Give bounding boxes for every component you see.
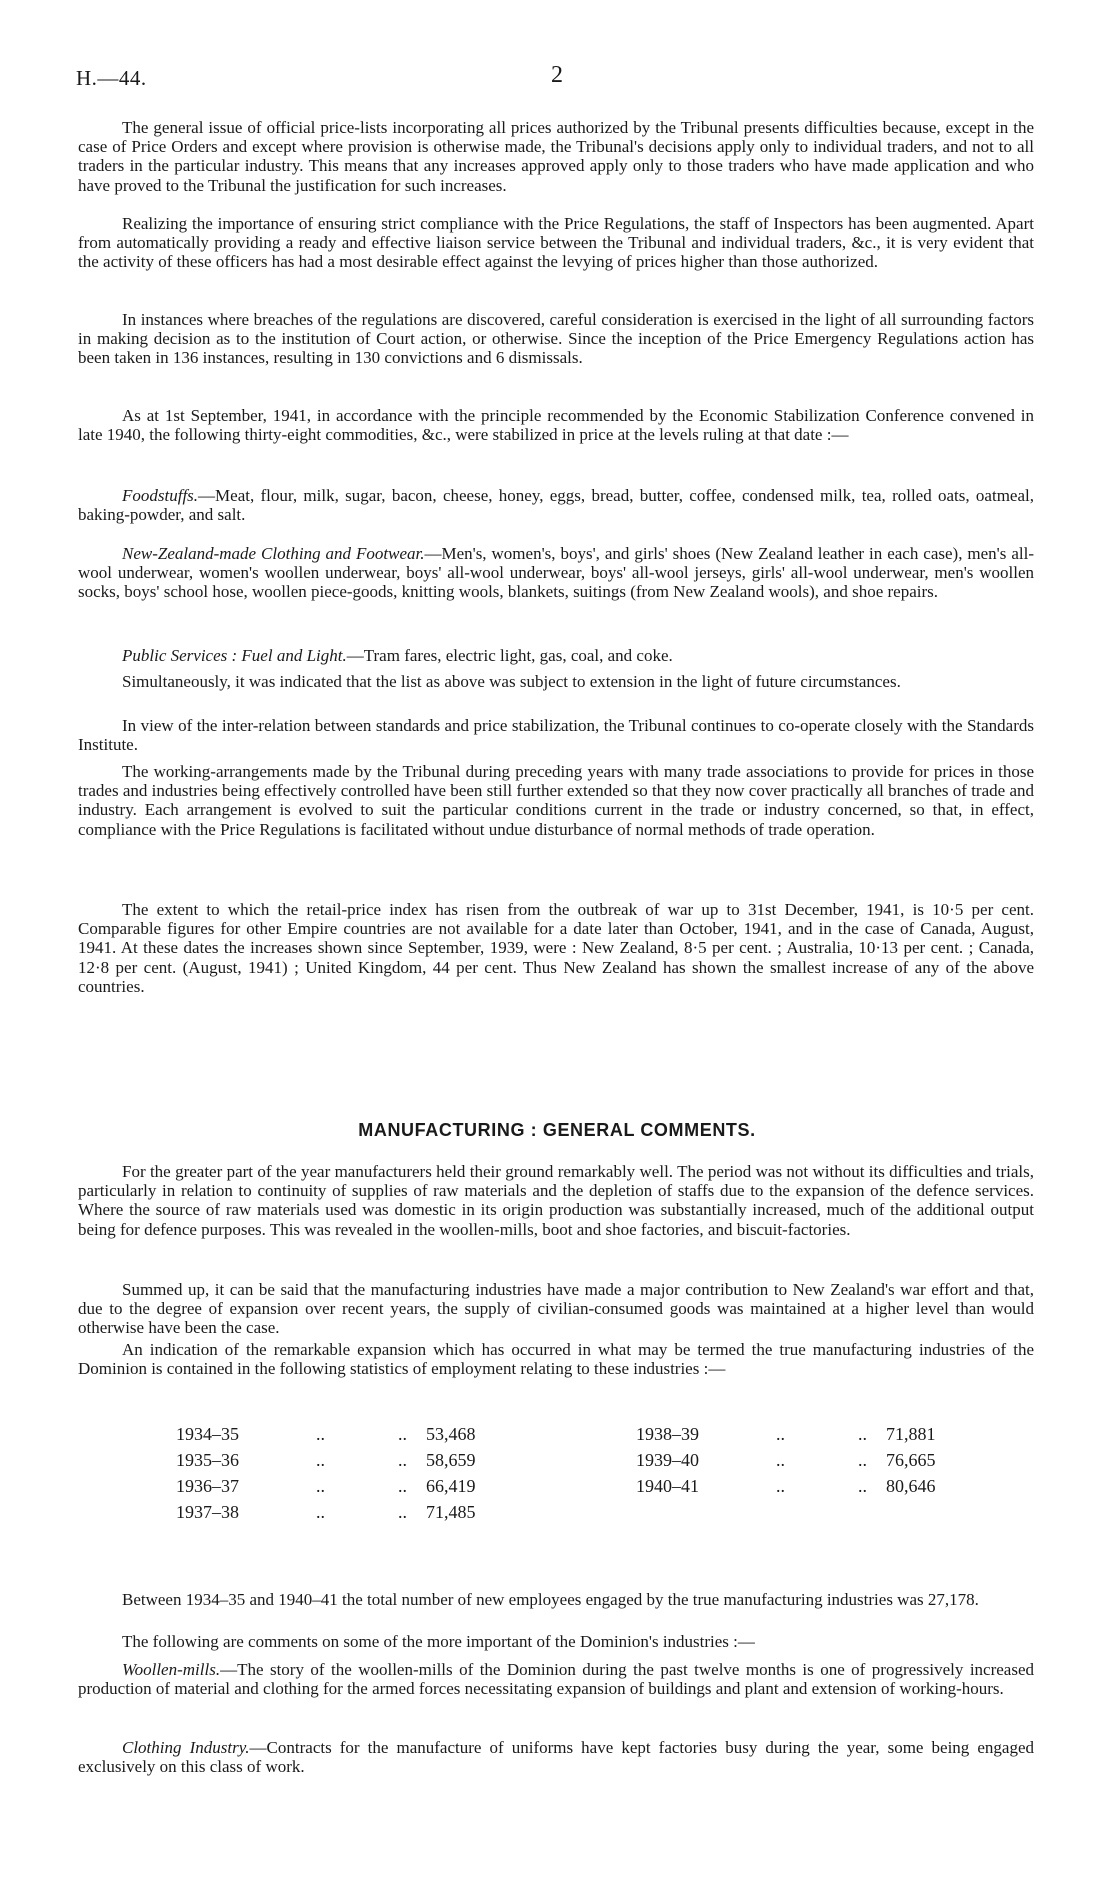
- paragraph-clothing-industry: Clothing Industry.—Contracts for the manufacture of uniforms have kept factories busy during the year, some being engaged exclusively on this class of work.: [78, 1738, 1034, 1777]
- paragraph-manufacturers: For the greater part of the year manufacturers held their ground remarkably well. The period was not without its difficulties and trials, particularly in relation to continuity of supplies of raw materials and the depletion of staffs due to the expansion of the defence services. Where the source of raw materials used was domestic in its origin production was substantially increased, much of the additional output being for defence purposes. This was revealed in the woollen-mills, boot and shoe factories, and biscuit-factories.: [78, 1162, 1034, 1239]
- paragraph-following-comments: The following are comments on some of the more important of the Dominion's industries :—: [122, 1632, 755, 1651]
- section-heading: MANUFACTURING : GENERAL COMMENTS.: [358, 1120, 756, 1140]
- stat-year: 1937–38: [176, 1502, 239, 1522]
- paragraph-stabilization: As at 1st September, 1941, in accordance with the principle recommended by the Economic Stabilization Conference convened in late 1940, the following thirty-eight commodities, &c., were stabilized in price at the levels ruling at that date :—: [78, 406, 1034, 445]
- paragraph-woollen-mills: Woollen-mills.—The story of the woollen-mills of the Dominion during the past twelve months is one of progressively increased production of material and clothing for the armed forces necessitating expansion of buildings and plant and extension of working-hours.: [78, 1660, 1034, 1699]
- page-number: 2: [551, 62, 563, 88]
- stat-leader: ..: [858, 1476, 867, 1496]
- stat-leader: ..: [398, 1502, 407, 1522]
- stat-leader: ..: [316, 1502, 325, 1522]
- stat-leader: ..: [858, 1424, 867, 1444]
- stat-leader: ..: [776, 1424, 785, 1444]
- stat-leader: ..: [316, 1424, 325, 1444]
- stat-year: 1940–41: [636, 1476, 699, 1496]
- paragraph-price-lists: The general issue of official price-lists incorporating all prices authorized by the Tribunal presents difficulties because, except in the case of Price Orders and except where provision is otherwise made, the Tribunal's decisions apply only to individual traders, and not to all traders in the particular industry. This means that any increases approved apply only to those traders who have made application and who have proved to the Tribunal the justification for such increases.: [78, 118, 1034, 195]
- paragraph-inspectors: Realizing the importance of ensuring strict compliance with the Price Regulations, the staff of Inspectors has been augmented. Apart from automatically providing a ready and effective liaison service between the Tribunal and individual traders, &c., it is very evident that the activity of these officers has had a most desirable effect against the levying of prices higher than those authorized.: [78, 214, 1034, 272]
- paragraph-simultaneously: Simultaneously, it was indicated that the list as above was subject to extension in the light of future circumstances.: [122, 672, 901, 691]
- stat-leader: ..: [316, 1450, 325, 1470]
- stat-leader: ..: [858, 1450, 867, 1470]
- stat-value: 58,659: [426, 1450, 476, 1470]
- stat-value: 71,485: [426, 1502, 476, 1522]
- stat-value: 76,665: [886, 1450, 936, 1470]
- stat-leader: ..: [776, 1450, 785, 1470]
- stat-leader: ..: [398, 1424, 407, 1444]
- paragraph-expansion-indication: An indication of the remarkable expansion which has occurred in what may be termed the true manufacturing industries of the Dominion is contained in the following statistics of employment relating to these industries :—: [78, 1340, 1034, 1379]
- stat-year: 1939–40: [636, 1450, 699, 1470]
- document-id: H.—44.: [76, 66, 147, 90]
- stat-value: 80,646: [886, 1476, 936, 1496]
- stat-year: 1938–39: [636, 1424, 699, 1444]
- paragraph-foodstuffs: Foodstuffs.—Meat, flour, milk, sugar, bacon, cheese, honey, eggs, bread, butter, coffee, condensed milk, tea, rolled oats, oatmeal, baking-powder, and salt.: [78, 486, 1034, 525]
- page-header: [76, 62, 1038, 100]
- paragraph-clothing-footwear: New-Zealand-made Clothing and Footwear.—Men's, women's, boys', and girls' shoes (New Zealand leather in each case), men's all-wool underwear, women's woollen underwear, boys' all-wool underwear, boys' all-wool jerseys, girls' all-wool underwear, men's woollen socks, boys' school hose, woollen piece-goods, knitting wools, blankets, suitings (from New Zealand wools), and shoe repairs.: [78, 544, 1034, 602]
- stat-year: 1936–37: [176, 1476, 239, 1496]
- stat-year: 1935–36: [176, 1450, 239, 1470]
- paragraph-retail-price-index: The extent to which the retail-price index has risen from the outbreak of war up to 31st December, 1941, is 10·5 per cent. Comparable figures for other Empire countries are not available for a date later than October, 1941, and in the case of Canada, August, 1941. At these dates the increases shown since September, 1939, were : New Zealand, 8·5 per cent. ; Australia, 10·13 per cent. ; Canada, 12·8 per cent. (August, 1941) ; United Kingdom, 44 per cent. Thus New Zealand has shown the smallest increase of any of the above countries.: [78, 900, 1034, 996]
- paragraph-working-arrangements: The working-arrangements made by the Tribunal during preceding years with many trade associations to provide for prices in those trades and industries being effectively controlled have been still further extended so that they now cover practically all branches of trade and industry. Each arrangement is evolved to suit the particular conditions current in the trade or industry concerned, so that, in effect, compliance with the Price Regulations is facilitated without undue disturbance of normal methods of trade operation.: [78, 762, 1034, 839]
- stat-year: 1934–35: [176, 1424, 239, 1444]
- stat-value: 53,468: [426, 1424, 476, 1444]
- stat-value: 66,419: [426, 1476, 476, 1496]
- stat-leader: ..: [776, 1476, 785, 1496]
- stat-leader: ..: [398, 1450, 407, 1470]
- paragraph-new-employees: Between 1934–35 and 1940–41 the total number of new employees engaged by the true manufacturing industries was 27,178.: [122, 1590, 979, 1609]
- stat-leader: ..: [316, 1476, 325, 1496]
- paragraph-summed-up: Summed up, it can be said that the manufacturing industries have made a major contribution to New Zealand's war effort and that, due to the degree of expansion over recent years, the supply of civilian-consumed goods was maintained at a higher level than would otherwise have been the case.: [78, 1280, 1034, 1338]
- paragraph-breaches: In instances where breaches of the regulations are discovered, careful consideration is exercised in the light of all surrounding factors in making decision as to the institution of Court action, or otherwise. Since the inception of the Price Emergency Regulations action has been taken in 136 instances, resulting in 130 convictions and 6 dismissals.: [78, 310, 1034, 368]
- stat-value: 71,881: [886, 1424, 936, 1444]
- paragraph-standards: In view of the inter-relation between standards and price stabilization, the Tribunal continues to co-operate closely with the Standards Institute.: [78, 716, 1034, 755]
- stat-leader: ..: [398, 1476, 407, 1496]
- paragraph-public-services: Public Services : Fuel and Light.—Tram fares, electric light, gas, coal, and coke.: [122, 646, 673, 665]
